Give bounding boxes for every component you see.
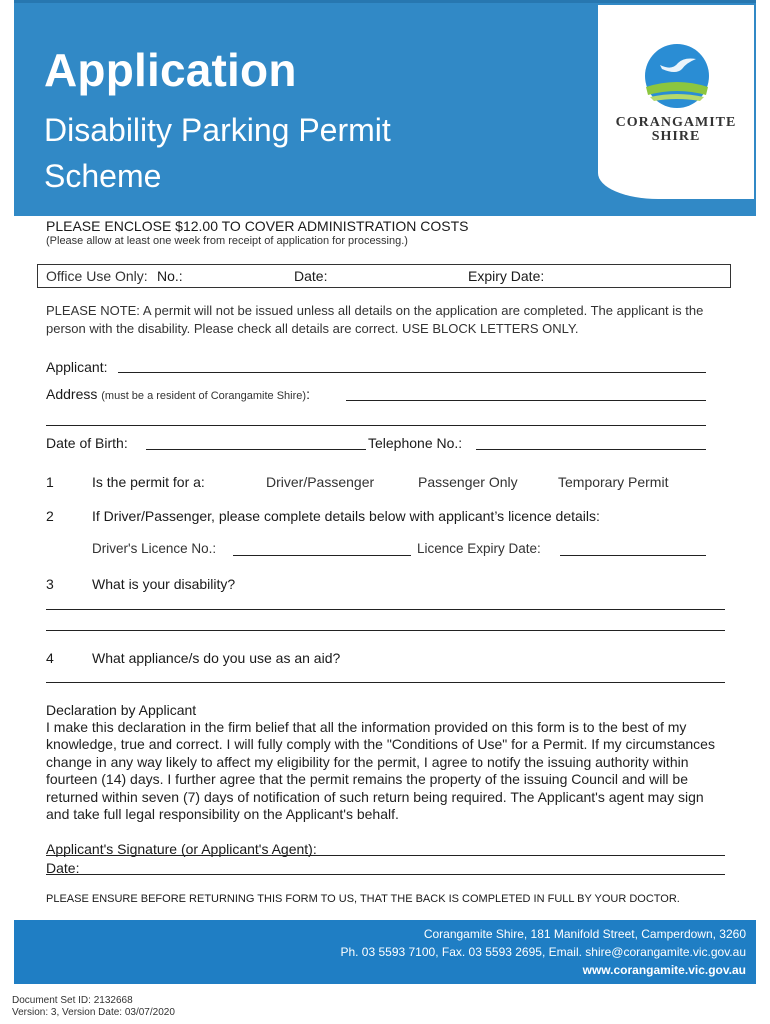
logo-text-shire: SHIRE (651, 129, 701, 144)
declaration-title: Declaration by Applicant (46, 702, 197, 718)
option-driver-passenger[interactable]: Driver/Passenger (266, 474, 375, 490)
subtitle-line-2: Scheme (44, 158, 162, 194)
signature-label: Applicant's Signature (or Applicant's Agent): (46, 841, 317, 857)
signature-field[interactable] (46, 855, 725, 856)
appliance-field[interactable] (46, 682, 725, 683)
contact-footer (14, 920, 756, 984)
question-2-number: 2 (46, 508, 54, 524)
question-3-text: What is your disability? (92, 576, 236, 592)
logo-text-corangamite: CORANGAMITE (615, 115, 737, 130)
question-1-number: 1 (46, 474, 54, 490)
document-set-id: Document Set ID: 2132668 (12, 995, 133, 1006)
footer-contact: Ph. 03 5593 7100, Fax. 03 5593 2695, Email. shire@corangamite.vic.gov.au (340, 945, 746, 959)
address-field-line-2[interactable] (46, 425, 706, 426)
office-no-label: No.: (157, 268, 183, 284)
header-banner (14, 0, 756, 216)
office-use-label: Office Use Only: (46, 268, 148, 284)
signature-date-label: Date: (46, 860, 80, 876)
doctor-completion-note: PLEASE ENSURE BEFORE RETURNING THIS FORM TO US, THAT THE BACK IS COMPLETED IN FULL BY YOUR DOCTOR. (46, 893, 680, 905)
logo-card (598, 5, 754, 199)
processing-note: (Please allow at least one week from receipt of application for processing.) (46, 235, 408, 247)
subtitle-line-1: Disability Parking Permit (44, 112, 391, 148)
footer-address: Corangamite Shire, 181 Manifold Street, Camperdown, 3260 (423, 927, 746, 941)
dob-field[interactable] (146, 449, 366, 450)
telephone-label: Telephone No.: (368, 435, 463, 451)
question-1-text: Is the permit for a: (92, 474, 205, 490)
footer-website-link[interactable]: www.corangamite.vic.gov.au (582, 963, 746, 977)
applicant-label: Applicant: (46, 359, 108, 375)
declaration-body: I make this declaration in the firm belief that all the information provided on this form is to the best of my knowledge, true and correct. I will fully comply with the "Conditions of Use" for a Permit. If my circumstances change in any way likely to affect my eligibility for the permit, I agree to notify the issuing authority within fourteen (14) days. I further agree that the permit remains the property of the issuing Council and will be returned within seven (7) days of notification of such return being required. The Applicant's agent may sign and take full legal responsibility on the Applicant's behalf. (46, 719, 715, 823)
option-passenger-only[interactable]: Passenger Only (418, 474, 518, 490)
address-field-line-1[interactable] (346, 400, 706, 401)
address-colon: : (306, 386, 310, 402)
office-expiry-label: Expiry Date: (468, 268, 545, 284)
office-date-label: Date: (294, 268, 328, 284)
fee-notice: PLEASE ENCLOSE $12.00 TO COVER ADMINISTRATION COSTS (46, 218, 469, 234)
disability-field-line-2[interactable] (46, 630, 725, 631)
disability-field-line-1[interactable] (46, 609, 725, 610)
address-label-text: Address (46, 386, 98, 402)
option-temporary-permit[interactable]: Temporary Permit (558, 474, 669, 490)
licence-expiry-label: Licence Expiry Date: (417, 541, 541, 556)
please-note: PLEASE NOTE: A permit will not be issued unless all details on the application are completed. The applicant is the person with the disability. Please check all details are correct. USE BLOCK LETTERS ONLY. (46, 303, 704, 336)
corangamite-logo-icon (632, 43, 722, 113)
page-subtitle (44, 107, 484, 199)
office-use-box (37, 264, 731, 288)
question-4-number: 4 (46, 650, 54, 666)
licence-number-label: Driver's Licence No.: (92, 541, 217, 556)
address-note: (must be a resident of Corangamite Shire) (101, 390, 307, 402)
licence-expiry-field[interactable] (560, 555, 706, 556)
address-label (46, 386, 310, 402)
telephone-field[interactable] (476, 449, 706, 450)
question-4-text: What appliance/s do you use as an aid? (92, 650, 341, 666)
question-3-number: 3 (46, 576, 54, 592)
licence-number-field[interactable] (233, 555, 411, 556)
document-version: Version: 3, Version Date: 03/07/2020 (12, 1007, 175, 1018)
applicant-field[interactable] (118, 372, 706, 373)
document-info (12, 995, 175, 1019)
question-2-text: If Driver/Passenger, please complete details below with applicant’s licence details: (92, 508, 600, 524)
dob-label: Date of Birth: (46, 435, 128, 451)
signature-date-field[interactable] (46, 874, 725, 875)
page-title: Application (44, 44, 297, 96)
